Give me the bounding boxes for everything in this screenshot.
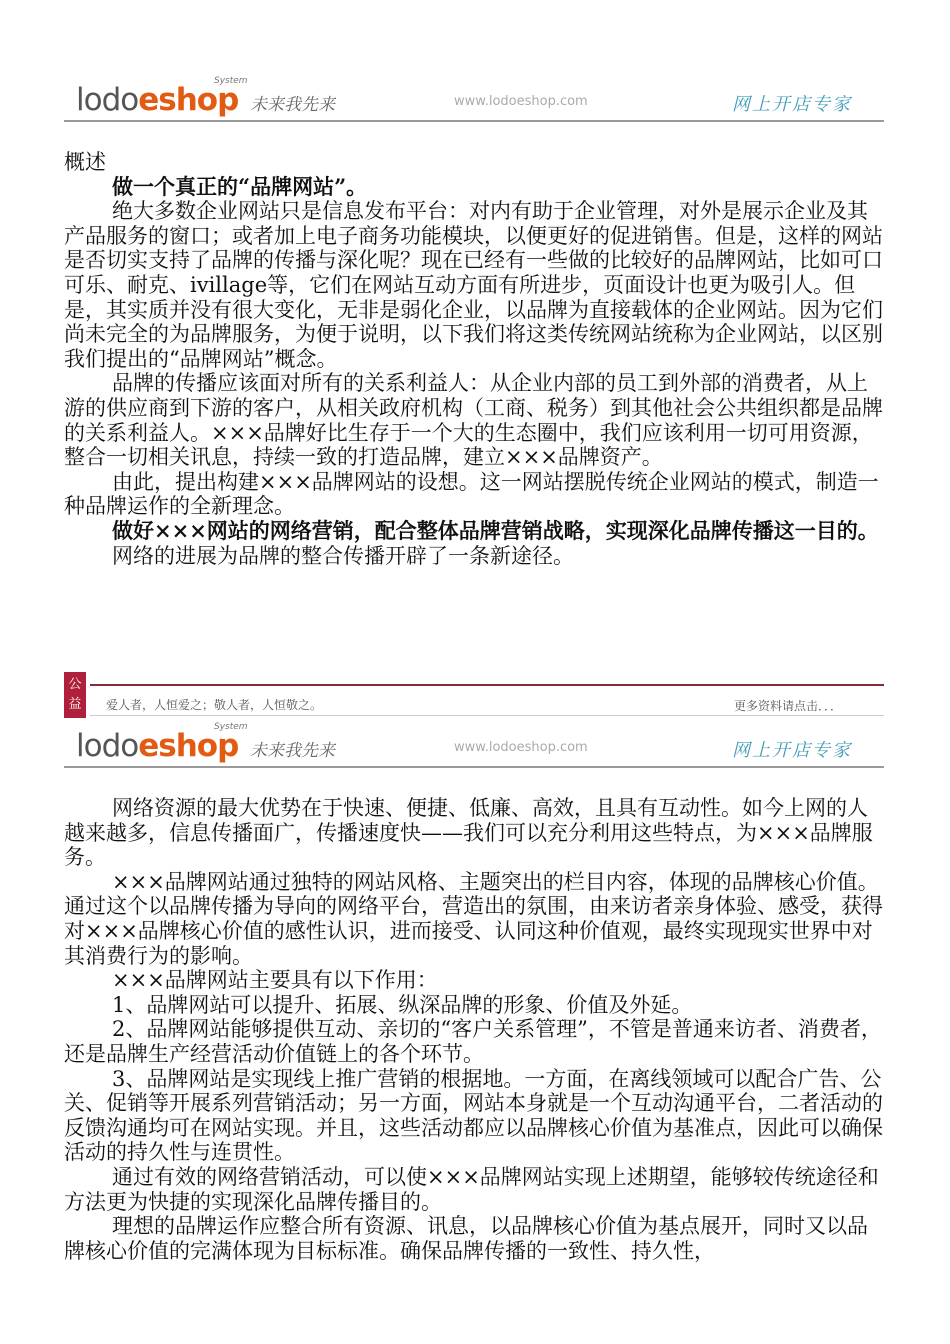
- banner-divider: [64, 120, 884, 122]
- paragraph: ×××品牌网站通过独特的网站风格、主题突出的栏目内容，体现的品牌核心价值。通过这个以品牌传播为导向的网络平台，营造出的氛围，由来访者亲身体验、感受，获得对×××品牌核心价值的感性认识，进而接受、认同这种价值观，最终实现现实世界中对其消费行为的影响。: [64, 869, 883, 968]
- paragraph: 网络资源的最大优势在于快速、便捷、低廉、高效，且具有互动性。如今上网的人越来越多，信息传播面广，传播速度快——我们可以充分利用这些特点，为×××品牌服务。: [64, 796, 873, 870]
- list-item: 3、品牌网站是实现线上推广营销的根据地。一方面，在离线领域可以配合广告、公关、促销等开展系列营销活动；另一方面，网站本身就是一个互动沟通平台，二者活动的反馈沟通均可在网站实现。并且，这些活动都应以品牌核心价值为基准点，因此可以确保活动的持久性与连贯性。: [64, 1066, 883, 1165]
- lodoeshop-logo: lodoeshop System: [76, 722, 248, 764]
- list-item: 1、品牌网站可以提升、拓展、纵深品牌的形象、价值及外延。: [112, 992, 693, 1017]
- lodoeshop-logo: lodoeshop System: [76, 76, 248, 118]
- footer-rule: [90, 684, 884, 686]
- bold-statement-2: 做好×××网站的网络营销，配合整体品牌营销战略，实现深化品牌传播这一目的。: [112, 517, 879, 543]
- bold-statement-1: 做一个真正的“品牌网站”。: [112, 173, 368, 199]
- paragraph: 通过有效的网络营销活动，可以使×××品牌网站实现上述期望，能够较传统途径和方法更为快捷的实现深化品牌传播目的。: [64, 1164, 879, 1214]
- page2-body: [64, 796, 888, 1263]
- paragraph: ×××品牌网站主要具有以下作用：: [112, 968, 438, 993]
- paragraph: 品牌的传播应该面对所有的关系利益人：从企业内部的员工到外部的消费者，从上游的供应商到下游的客户，从相关政府机构（工商、税务）到其他社会公共组织都是品牌的关系利益人。×××品牌好比生存于一个大的生态圈中，我们应该利用一切可用资源，整合一切相关讯息，持续一致的打造品牌，建立×××品牌资产。: [64, 371, 883, 470]
- header-banner: [64, 76, 886, 132]
- public-service-footer: [64, 672, 886, 720]
- expert-tagline: 网上开店专家: [732, 740, 852, 761]
- header-banner: [64, 722, 886, 778]
- paragraph: 由此，提出构建×××品牌网站的设想。这一网站摆脱传统企业网站的模式，制造一种品牌运作的全新理念。: [64, 469, 879, 519]
- expert-tagline: 网上开店专家: [732, 94, 852, 115]
- paragraph: 绝大多数企业网站只是信息发布平台：对内有助于企业管理，对外是展示企业及其产品服务的窗口；或者加上电子商务功能模块，以便更好的促进销售。但是，这样的网站是否切实支持了品牌的传播与深化呢？现在已经有一些做的比较好的品牌网站，比如可口可乐、耐克、ivillage等，它们在网站互动方面有所进步，页面设计也更为吸引人。但是，其实质并没有很大变化，无非是弱化企业，以品牌为直接载体的企业网站。因为它们尚未完全的为品牌服务，为便于说明，以下我们将这类传统网站统称为企业网站，以区别我们提出的“品牌网站”概念。: [64, 199, 883, 371]
- footer-bottom-rule: [90, 715, 884, 716]
- public-tag: 公益: [64, 672, 86, 718]
- footer-motto: 爱人者，人恒爱之；敬人者，人恒敬之。: [106, 698, 323, 712]
- banner-divider: [64, 766, 884, 768]
- paragraph: 网络的进展为品牌的整合传播开辟了一条新途径。: [112, 543, 574, 568]
- slogan: 未来我先来: [250, 741, 335, 761]
- more-info-link[interactable]: 更多资料请点击．．．: [734, 699, 843, 713]
- site-url[interactable]: www.lodoeshop.com: [454, 94, 588, 109]
- paragraph: 理想的品牌运作应整合所有资源、讯息，以品牌核心价值为基点展开，同时又以品牌核心价值的完满体现为目标标准。确保品牌传播的一致性、持久性，: [64, 1214, 868, 1263]
- section-heading: 概述: [64, 150, 106, 174]
- list-item: 2、品牌网站能够提供互动、亲切的“客户关系管理”，不管是普通来访者、消费者，还是品牌生产经营活动价值链上的各个环节。: [64, 1017, 882, 1066]
- site-url[interactable]: www.lodoeshop.com: [454, 740, 588, 755]
- page1-body: [64, 150, 888, 568]
- slogan: 未来我先来: [250, 95, 335, 115]
